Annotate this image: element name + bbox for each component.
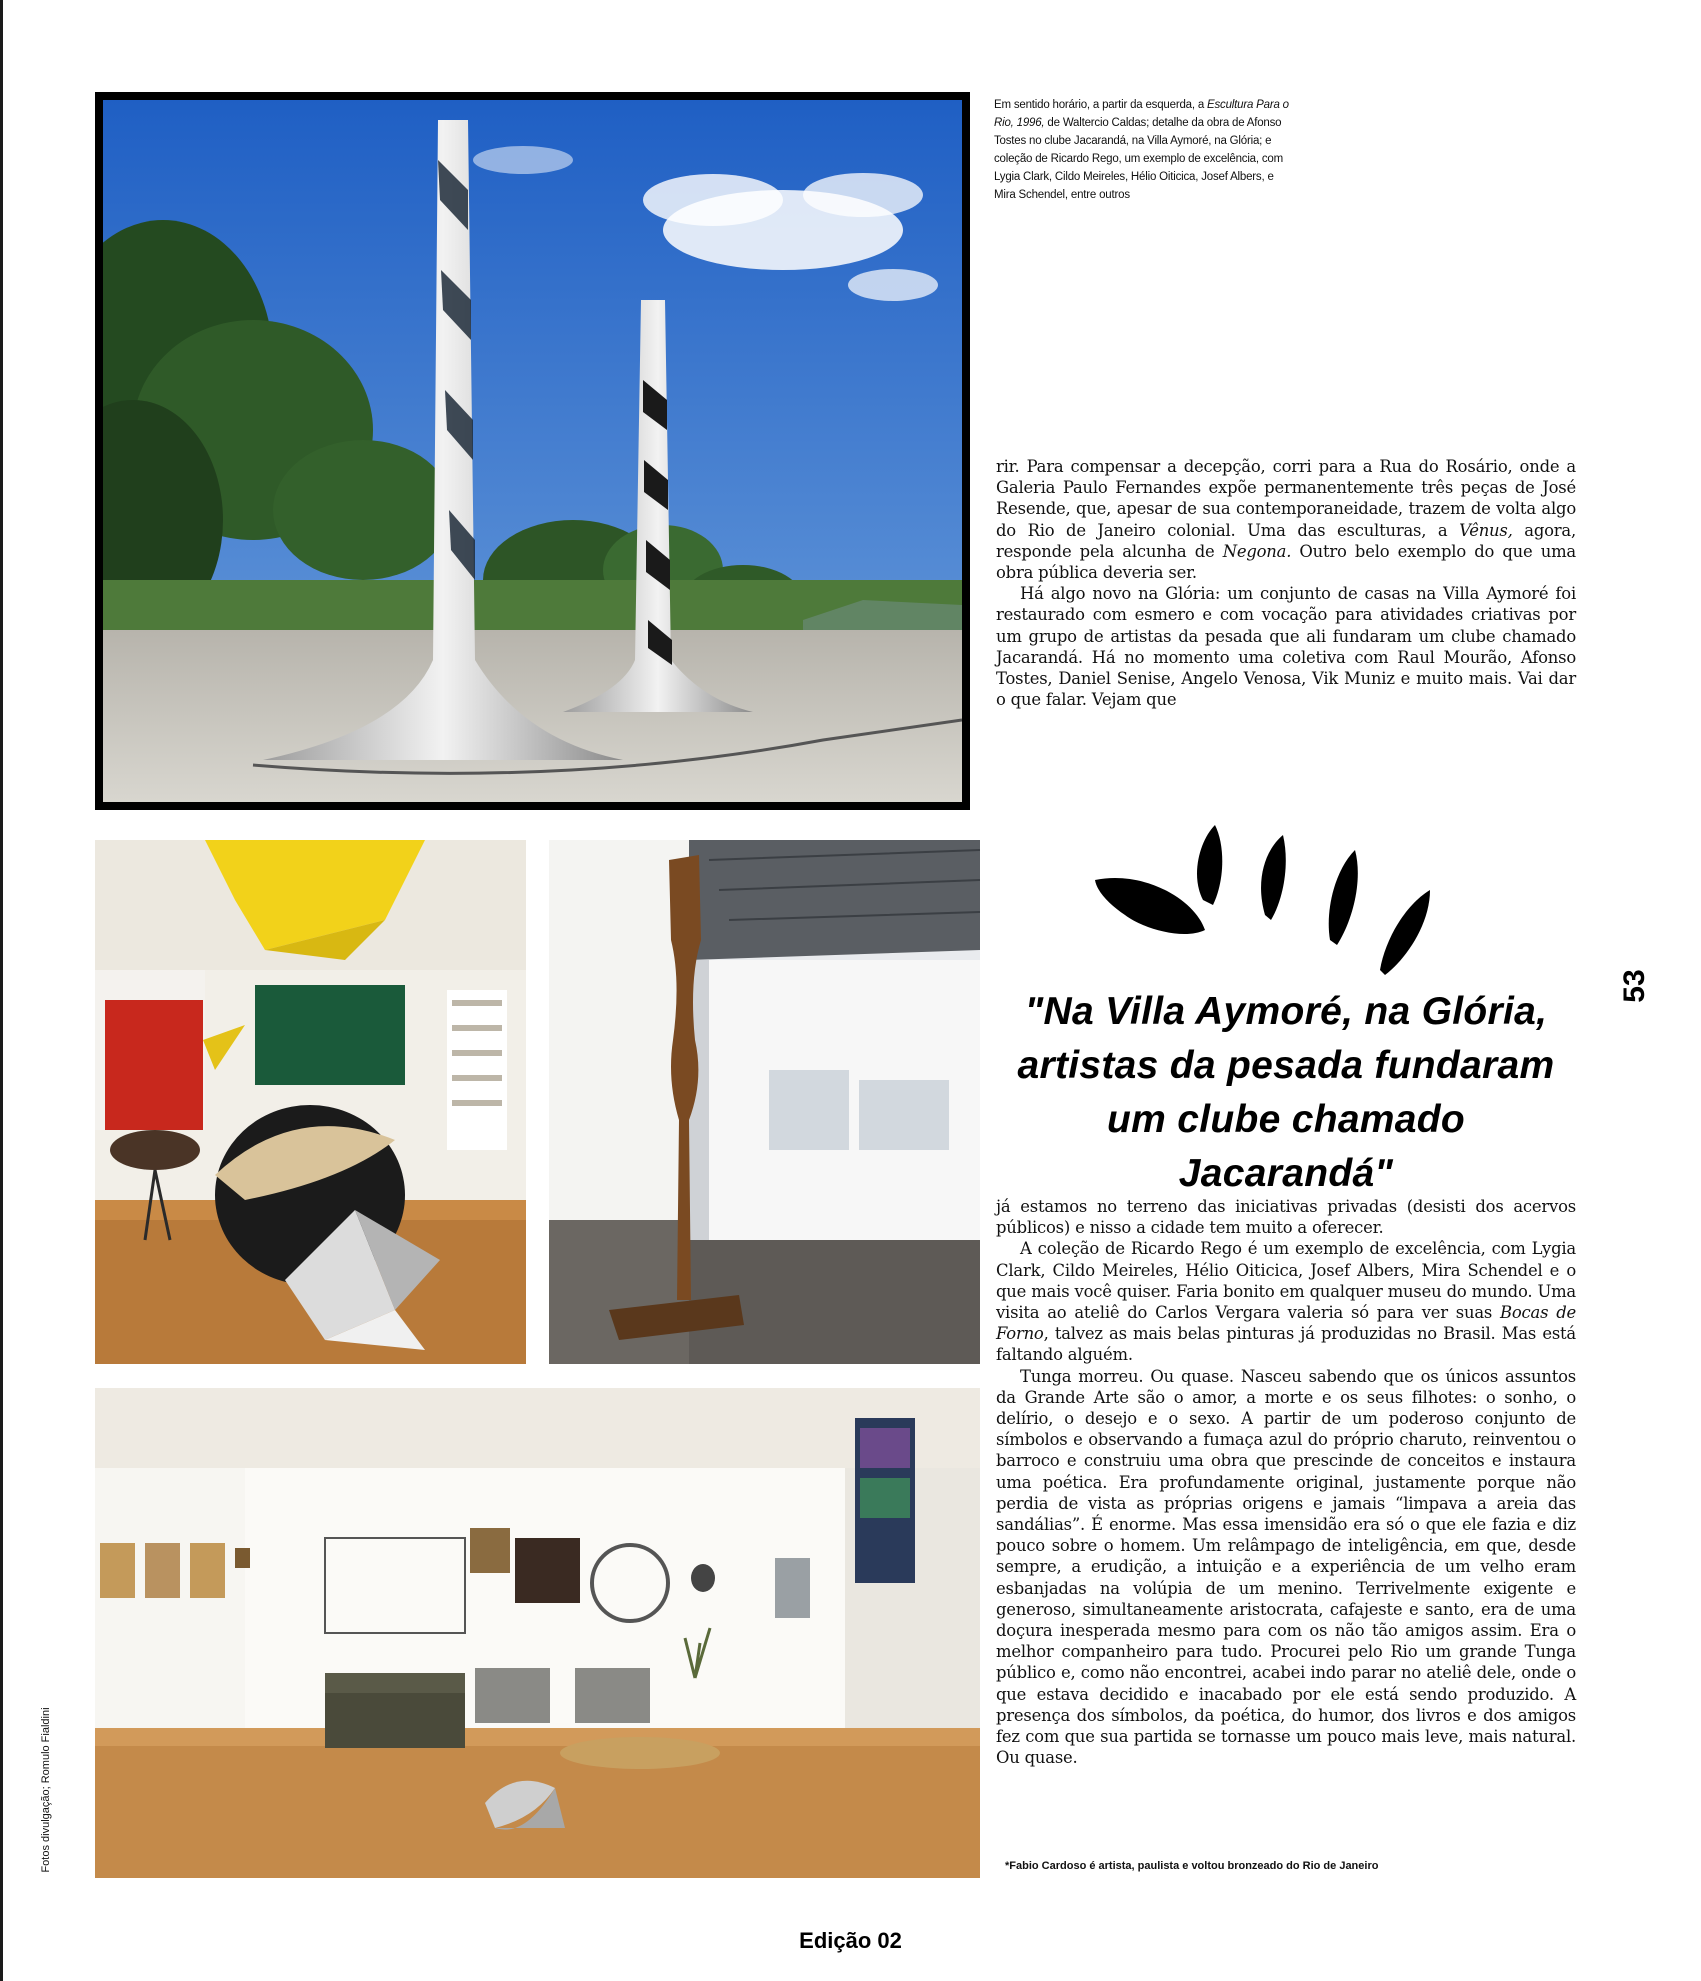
paragraph [996,456,1576,583]
photo-credit [36,1690,56,1890]
photo-collection-room [95,1388,980,1878]
caption-text-1: Em sentido horário, a partir da esquerda, a [994,99,1208,111]
sculpture-illustration [103,100,962,802]
caption-title: Escultura Para o Rio, 1996, [994,99,1289,129]
author-footnote: *Fabio Cardoso é artista, paulista e voltou bronzeado do Rio de Janeiro [1005,1860,1379,1872]
article-column-top [996,456,1576,710]
text: rir. Para compensar a decepção, corri para a Rua do Rosário, onde a Galeria Paulo Fernandes expõe permanentemente três peças de José Resende, que, apesar de sua contemporaneidade, trazem de volta algo do Rio de Janeiro colonial. Uma das esculturas, a [996,457,1576,540]
page-number [1612,963,1658,1009]
photo-wood-sculpture [549,840,980,1364]
wood-sculpture-illustration [549,840,980,1364]
edition-label: Edição 02 [799,1928,902,1953]
caption-text-2: de Waltercio Caldas; detalhe da obra de Afonso Tostes no clube Jacarandá, na Villa Aymoré, na Glória; e coleção de Ricardo Rego, um exemplo de excelência, com Lygia Clark, Cildo Meireles, Hélio Oiticica, Josef Albers, e Mira Schendel, entre outros [994,117,1283,201]
text: , talvez as mais belas pinturas já produzidas no Brasil. Mas está faltando alguém. [996,1324,1576,1365]
brushstroke-decoration-icon [1085,820,1480,990]
italic-text: Bocas de Forno [996,1303,1576,1344]
text: Outro belo exemplo do que uma obra pública deveria ser. [996,541,1576,583]
paragraph: Tunga morreu. Ou quase. Nasceu sabendo que os únicos assuntos da Grande Arte são o amor, a morte e os seus filhotes: o sonho, o delírio, o desejo e o sexo. A partir de um poderoso conjunto de símbolos e observando a fumaça azul do próprio charuto, reinventou o barroco e construiu uma obra que prescinde de conceitos e instaura uma poética. Era profundamente original, justamente porque não perdia de vista as próprias origens e jamais “limpava a areia das sandálias”. É enorme. Mas essa imensidão era só o que ele fazia e diz pouco sobre o homem. Um relâmpago de inteligência, em que, desde sempre, a erudição, a intuição e a experiência de um velho eram esbanjadas na volúpia de um menino. Terrivelmente exigente e generoso, simultaneamente aristocrata, cafajeste e santo, era de uma doçura inesperada mesmo para com os não tão amigos assim. Era o melhor companheiro para tudo. Procurei pelo Rio um grande Tunga público e, como não encontrei, acabei indo parar no ateliê dele, onde o que estava decidido e inacabado por ele está sendo produzido. A presença dos símbolos, da poética, do humor, dos livros e dos amigos fez com que sua partida se tornasse um pouco mais leve, mais natural. Ou quase. [996,1366,1576,1768]
photo-living-room [95,840,526,1364]
pull-quote-line: artistas da pesada fundaram [1017,1044,1555,1087]
italic-text: Vênus, [1459,520,1513,540]
collection-room-illustration [95,1388,980,1878]
paragraph [996,1238,1576,1365]
pull-quote-line: um clube chamado Jacarandá" [1106,1098,1466,1195]
text: A coleção de Ricardo Rego é um exemplo de excelência, com Lygia Clark, Cildo Meireles, Hélio Oiticica, Josef Albers, Mira Schendel e o que mais você quiser. Faria bonito em qualquer museu do mundo. Uma visita ao ateliê do Carlos Vergara valeria só para ver suas [996,1239,1576,1323]
pull-quote [996,985,1576,1201]
page-number-text: 53 [1618,969,1651,1003]
photo-caption [994,96,1294,204]
photo-credit-text: Fotos divulgação; Romulo Fialdini [40,1707,52,1873]
living-room-illustration [95,840,526,1364]
italic-text: Negona. [1222,541,1292,561]
text: agora, responde pela alcunha de [996,520,1577,561]
page-edge [0,0,3,1981]
article-column-bottom [996,1196,1576,1768]
paragraph: Há algo novo na Glória: um conjunto de casas na Villa Aymoré foi restaurado com esmero e com vocação para atividades criativas por um grupo de artistas da pesada que ali fundaram um clube chamado Jacarandá. Há no momento uma coletiva com Raul Mourão, Afonso Tostes, Daniel Senise, Angelo Venosa, Vik Muniz e muito mais. Vai dar o que falar. Vejam que [996,584,1576,710]
pull-quote-line: "Na Villa Aymoré, na Glória, [1024,990,1548,1033]
paragraph: já estamos no terreno das iniciativas privadas (desisti dos acervos públicos) e nisso a cidade tem muito a oferecer. [996,1197,1576,1238]
photo-sculpture-escultura-para-o-rio [95,92,970,810]
